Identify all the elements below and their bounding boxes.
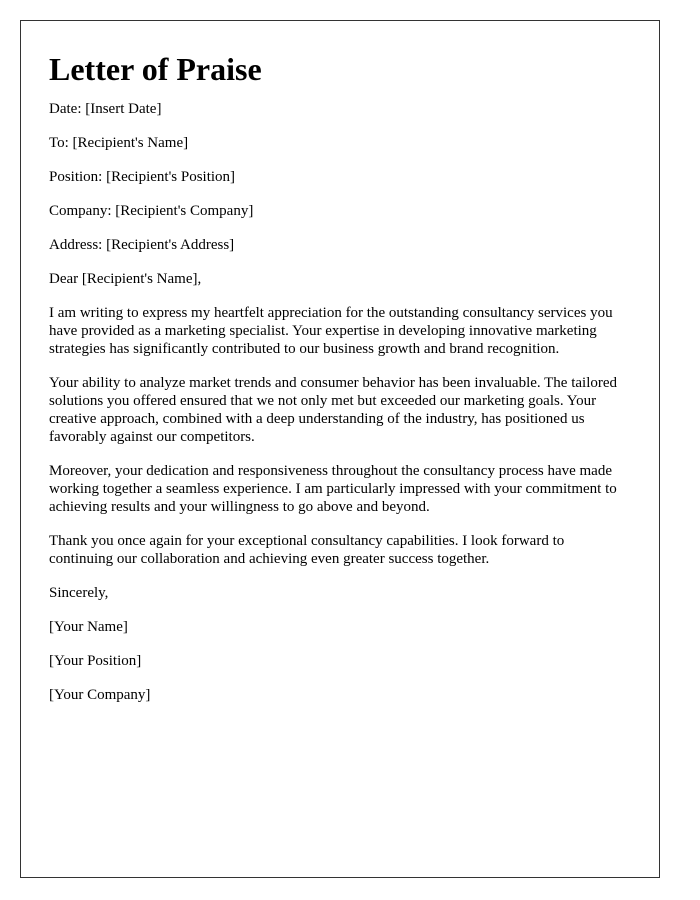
sender-name: [Your Name] <box>49 619 128 635</box>
recipient-company-line: Company: [Recipient's Company] <box>49 203 254 219</box>
body-paragraph-4: Thank you once again for your exceptional consultancy capabilities. I look forward to continuing our collaboration and achieving even greater success together. <box>49 533 565 567</box>
closing: Sincerely, <box>49 585 109 601</box>
recipient-name-line: To: [Recipient's Name] <box>49 135 189 151</box>
sender-company: [Your Company] <box>49 687 151 703</box>
recipient-position-line: Position: [Recipient's Position] <box>49 169 236 185</box>
body-paragraph-3: Moreover, your dedication and responsiveness throughout the consultancy process have made working together a seamless experience. I am particularly impressed with your commitment to achieving results and your willingness to go above and beyond. <box>49 463 617 515</box>
letter-title: Letter of Praise <box>49 51 262 87</box>
sender-position: [Your Position] <box>49 653 142 669</box>
body-paragraph-2: Your ability to analyze market trends and consumer behavior has been invaluable. The tailored solutions you offered ensured that we not only met but exceeded our marketing goals. Your creative approach, combined with a deep understanding of the industry, has positioned us favorably against our competitors. <box>49 375 618 445</box>
date-line: Date: [Insert Date] <box>49 101 162 117</box>
salutation: Dear [Recipient's Name], <box>49 271 202 287</box>
body-paragraph-1: I am writing to express my heartfelt appreciation for the outstanding consultancy services you have provided as a marketing specialist. Your expertise in developing innovative marketing strategies has significantly contributed to our business growth and brand recognition. <box>49 305 613 357</box>
letter-page <box>20 20 660 878</box>
recipient-address-line: Address: [Recipient's Address] <box>49 237 235 253</box>
